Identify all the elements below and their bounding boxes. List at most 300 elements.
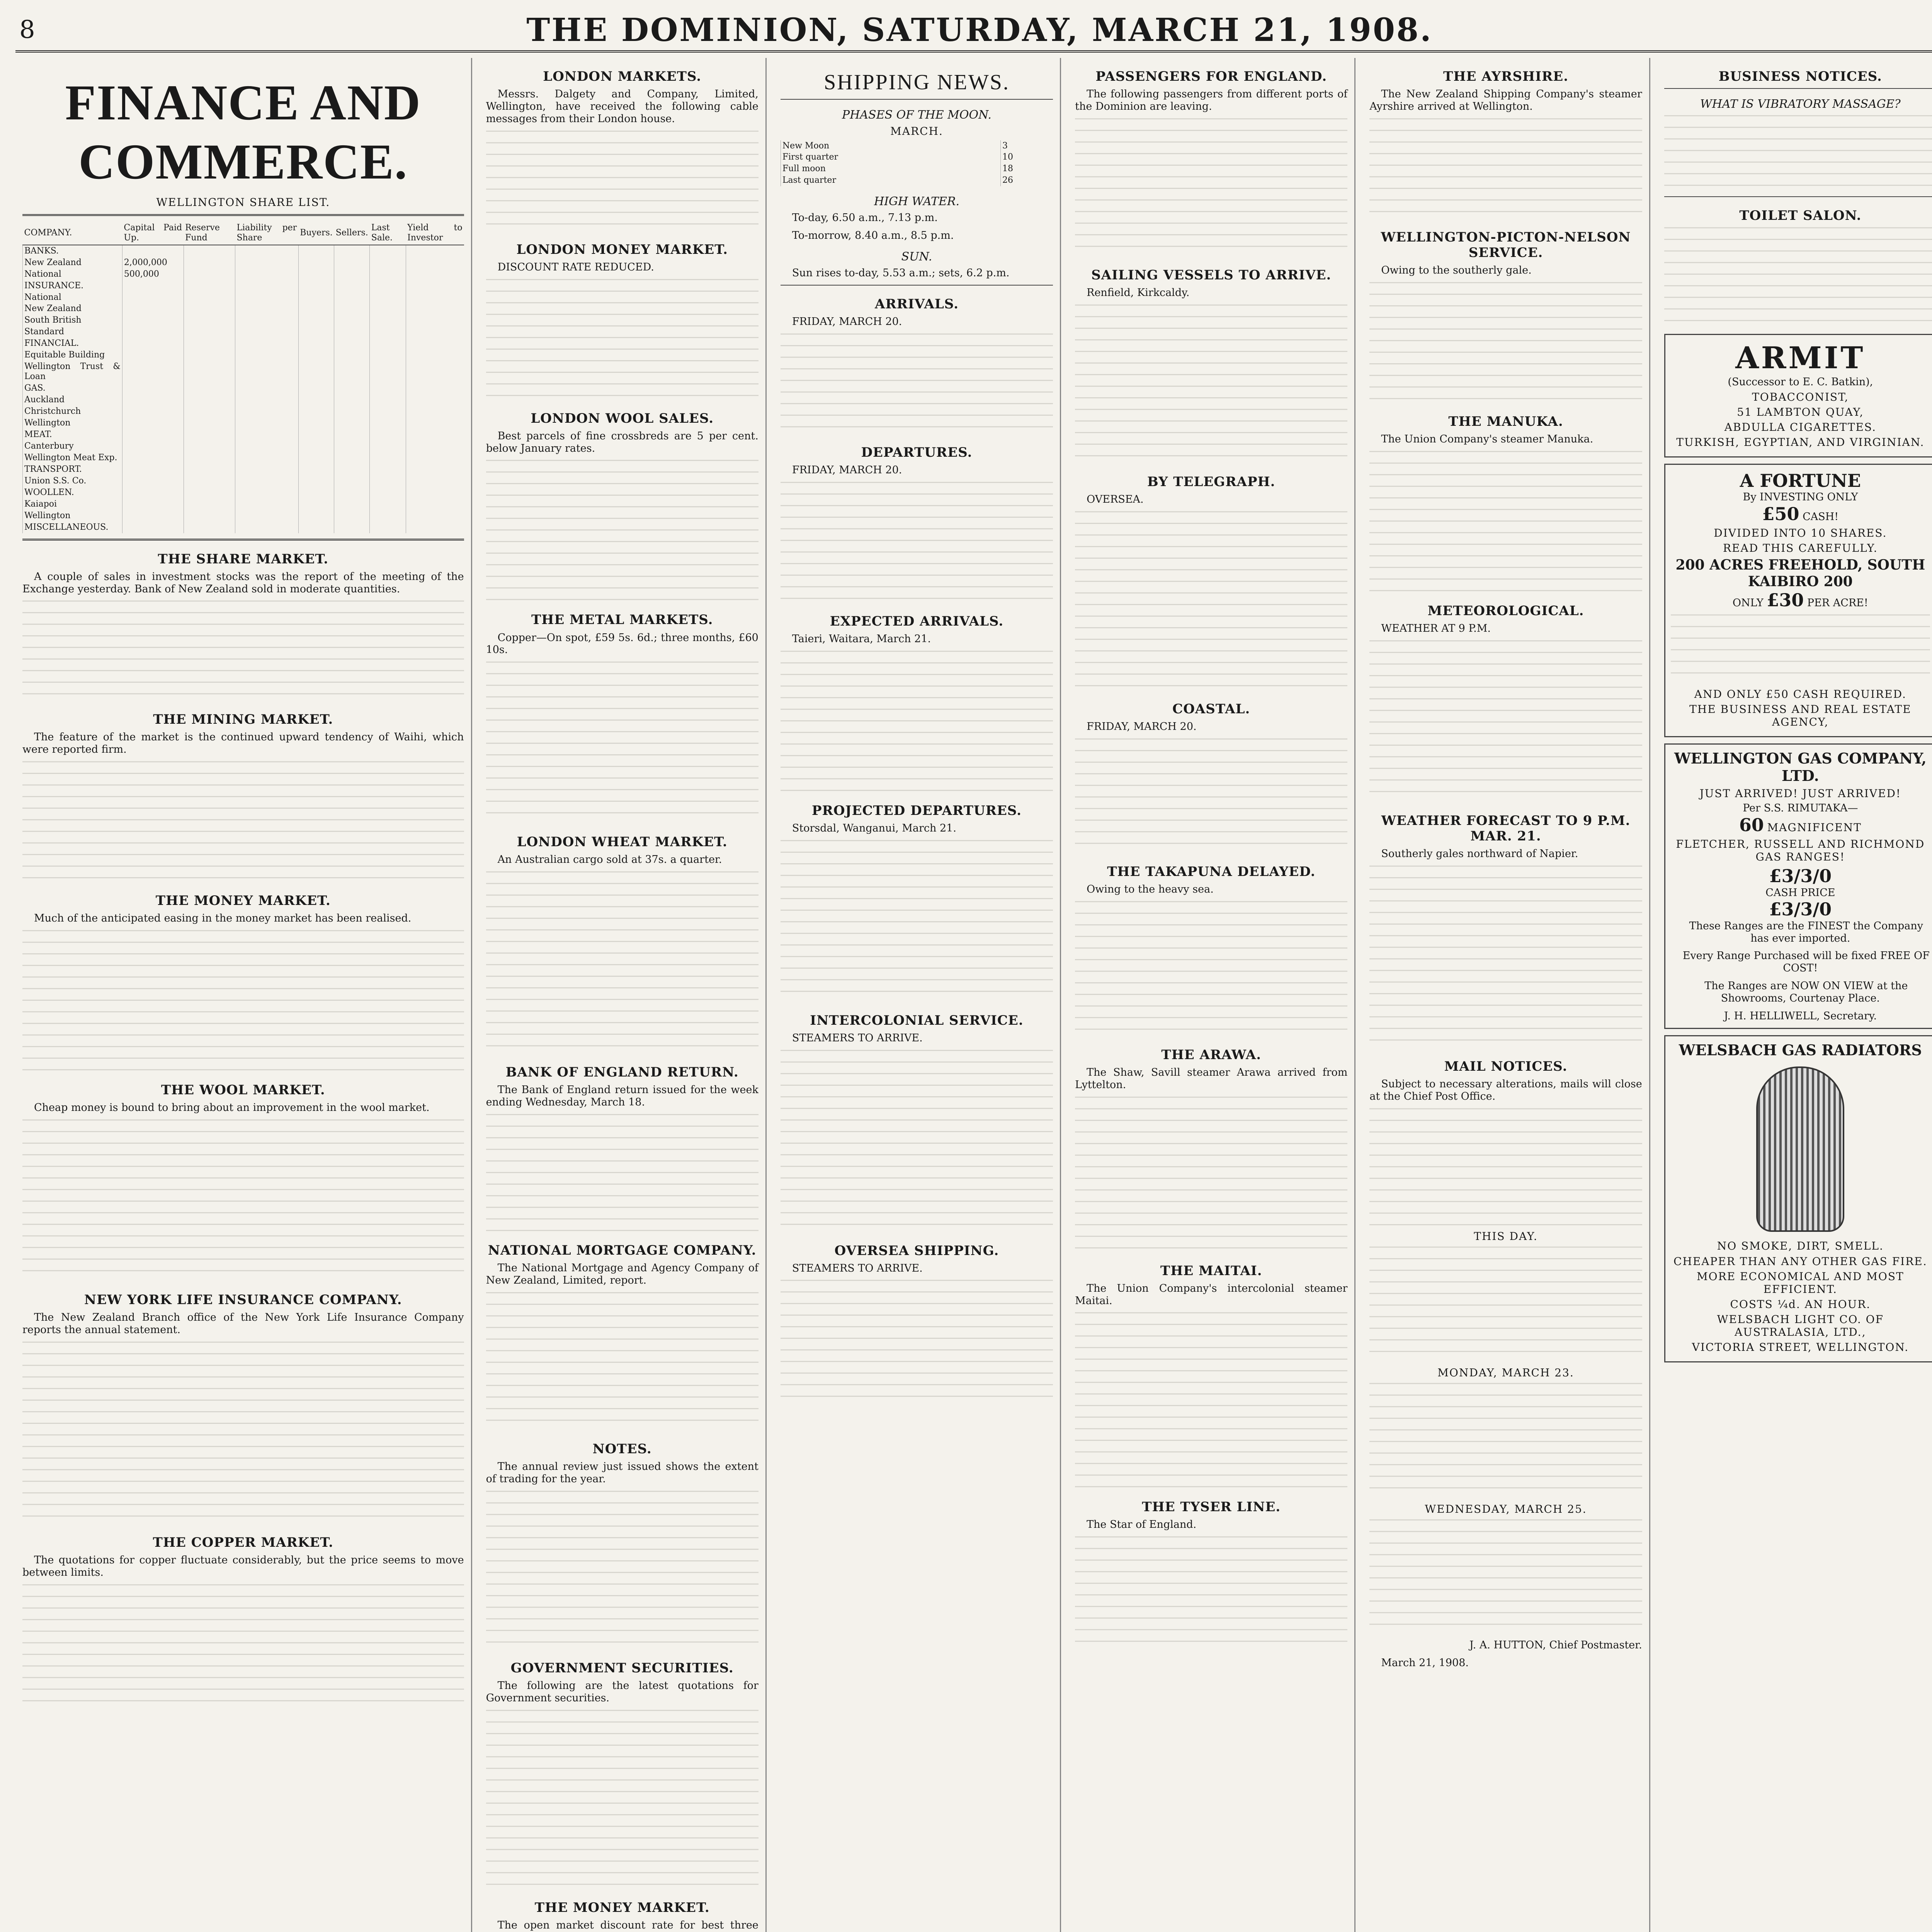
cost-per-hour: COSTS ¼d. AN HOUR. <box>1730 1298 1871 1311</box>
table-cell <box>406 349 464 361</box>
table-row <box>23 292 464 303</box>
moon-row <box>781 163 1053 175</box>
article-title: BANK OF ENGLAND RETURN. <box>505 1065 739 1080</box>
table-cell <box>370 383 406 394</box>
table-cell <box>235 429 298 440</box>
cash-amount: £50 <box>1762 503 1799 524</box>
table-cell <box>406 257 464 269</box>
welsbach-street: VICTORIA STREET, WELLINGTON. <box>1692 1340 1909 1354</box>
welsbach-company: WELSBACH LIGHT CO. OF AUSTRALASIA, LTD., <box>1717 1313 1884 1338</box>
article-body: The quotations for copper fluctuate considerably, but the price seems to move between limits. <box>22 1554 464 1578</box>
table-cell <box>334 292 370 303</box>
article-title: MAIL NOTICES. <box>1444 1058 1568 1074</box>
table-cell <box>184 315 235 326</box>
moon-title: PHASES OF THE MOON. <box>842 108 992 122</box>
markets-column <box>479 58 767 1932</box>
table-cell <box>122 417 184 429</box>
text-block <box>1369 1247 1642 1362</box>
table-cell <box>122 303 184 315</box>
column-header: COMPANY. <box>23 221 122 245</box>
table-cell <box>122 498 184 510</box>
table-cell <box>334 269 370 280</box>
text-block <box>486 279 759 400</box>
text-block <box>486 662 759 823</box>
table-cell <box>298 475 334 487</box>
article-title: THE COPPER MARKET. <box>153 1534 334 1550</box>
table-cell <box>406 394 464 406</box>
table-cell <box>122 361 184 383</box>
table-cell <box>184 349 235 361</box>
cigarettes-label: ABDULLA CIGARETTES. <box>1724 420 1876 434</box>
article-title: INTERCOLONIAL SERVICE. <box>810 1012 1024 1028</box>
text-block <box>1075 738 1347 853</box>
text-block <box>1369 451 1642 592</box>
divider <box>22 539 464 541</box>
article-title: LONDON WHEAT MARKET. <box>517 834 728 850</box>
table-cell: MISCELLANEOUS. <box>23 522 122 533</box>
column-header: Yield to Investor <box>406 221 464 245</box>
moon-row <box>781 140 1053 152</box>
text-block <box>486 131 759 231</box>
text-block <box>1369 866 1642 1048</box>
table-cell: Standard <box>23 326 122 338</box>
welsbach-title: WELSBACH GAS RADIATORS <box>1679 1041 1922 1059</box>
table-cell <box>370 498 406 510</box>
table-cell <box>235 406 298 417</box>
moon-day: 26 <box>1001 175 1053 186</box>
table-cell <box>235 475 298 487</box>
table-cell <box>235 510 298 522</box>
table-row <box>23 245 464 257</box>
ranges-title: FLETCHER, RUSSELL AND RICHMOND GAS RANGES! <box>1676 838 1925 864</box>
table-cell <box>298 361 334 383</box>
share-table <box>22 221 464 533</box>
table-cell <box>122 406 184 417</box>
article-body: Much of the anticipated easing in the money market has been realised. <box>34 912 412 925</box>
table-cell <box>122 429 184 440</box>
table-cell <box>184 522 235 533</box>
article-body: The Union Company's intercolonial steamer Maitai. <box>1075 1282 1348 1307</box>
table-cell <box>122 452 184 464</box>
article-body: The annual review just issued shows the extent of trading for the year. <box>486 1461 759 1485</box>
table-cell <box>298 315 334 326</box>
table-cell <box>406 487 464 498</box>
table-row <box>23 257 464 269</box>
column-header: Sellers. <box>334 221 370 245</box>
table-row <box>23 280 464 292</box>
table-cell <box>406 510 464 522</box>
table-cell <box>406 280 464 292</box>
news-articles <box>1369 69 1642 1226</box>
table-cell <box>298 292 334 303</box>
table-cell <box>122 464 184 475</box>
table-cell <box>370 361 406 383</box>
table-row <box>23 464 464 475</box>
cash-label: CASH! <box>1803 510 1839 523</box>
table-cell <box>406 475 464 487</box>
table-cell: Equitable Building <box>23 349 122 361</box>
table-cell <box>334 440 370 452</box>
article-title: THE MINING MARKET. <box>153 712 333 728</box>
table-cell <box>370 269 406 280</box>
article-title: THE MANUKA. <box>1448 413 1563 429</box>
table-cell <box>298 338 334 349</box>
read-carefully: READ THIS CAREFULLY. <box>1723 542 1878 555</box>
moon-row <box>781 175 1053 186</box>
price-one: £3/3/0 <box>1769 866 1832 887</box>
table-cell <box>298 452 334 464</box>
text-block <box>486 1710 759 1889</box>
fortune-title: A FORTUNE <box>1740 470 1861 491</box>
article-title: EXPECTED ARRIVALS. <box>830 613 1004 629</box>
table-cell <box>406 292 464 303</box>
text-block <box>486 871 759 1054</box>
table-cell <box>235 315 298 326</box>
armit-ad <box>1664 334 1932 457</box>
table-cell <box>406 464 464 475</box>
table-cell <box>406 326 464 338</box>
article-body: WEATHER AT 9 P.M. <box>1381 622 1491 634</box>
text-block <box>781 1280 1053 1398</box>
article-title: DEPARTURES. <box>861 444 973 460</box>
table-cell: Union S.S. Co. <box>23 475 122 487</box>
table-cell <box>235 452 298 464</box>
business-notices-heading: BUSINESS NOTICES. <box>1718 69 1882 84</box>
text-block <box>781 840 1053 1002</box>
article-title: OVERSEA SHIPPING. <box>834 1243 999 1259</box>
table-cell <box>122 475 184 487</box>
table-cell <box>184 245 235 257</box>
divider <box>781 285 1053 286</box>
text-block <box>1369 282 1642 403</box>
table-cell <box>370 464 406 475</box>
table-cell <box>298 464 334 475</box>
table-cell <box>334 245 370 257</box>
article-title: WEATHER FORECAST TO 9 P.M. MAR. 21. <box>1381 813 1631 844</box>
radiator-illustration <box>1756 1066 1844 1232</box>
table-cell <box>370 315 406 326</box>
article-body: OVERSEA. <box>1087 493 1144 505</box>
table-row <box>23 315 464 326</box>
article-body: FRIDAY, MARCH 20. <box>792 315 902 328</box>
table-cell <box>235 464 298 475</box>
table-cell: FINANCIAL. <box>23 338 122 349</box>
table-cell: Canterbury <box>23 440 122 452</box>
article-body: An Australian cargo sold at 37s. a quarter. <box>497 854 722 866</box>
finance-heading: FINANCE AND COMMERCE. <box>65 75 421 190</box>
masthead <box>15 8 1932 53</box>
table-cell <box>334 522 370 533</box>
table-cell <box>370 452 406 464</box>
article-title: METEOROLOGICAL. <box>1427 603 1584 619</box>
table-cell <box>184 417 235 429</box>
share-table-header <box>23 221 464 245</box>
table-cell <box>406 361 464 383</box>
table-cell: INSURANCE. <box>23 280 122 292</box>
table-cell <box>235 245 298 257</box>
table-cell <box>370 303 406 315</box>
article-title: NATIONAL MORTGAGE COMPANY. <box>488 1243 757 1259</box>
table-cell <box>370 429 406 440</box>
column-header: Last Sale. <box>370 221 406 245</box>
text-block <box>486 1491 759 1650</box>
table-cell <box>334 475 370 487</box>
tobacco-types: TURKISH, EGYPTIAN, AND VIRGINIAN. <box>1676 435 1925 449</box>
fortune-ad <box>1664 464 1932 738</box>
table-cell <box>406 315 464 326</box>
table-cell <box>122 292 184 303</box>
table-cell: GAS. <box>23 383 122 394</box>
table-row <box>23 269 464 280</box>
text-block <box>1075 511 1347 690</box>
table-cell: MEAT. <box>23 429 122 440</box>
text-block <box>781 651 1053 792</box>
table-cell <box>122 522 184 533</box>
table-row <box>23 406 464 417</box>
finance-articles <box>22 551 464 1702</box>
table-cell <box>122 487 184 498</box>
article-body: FRIDAY, MARCH 20. <box>1087 720 1197 733</box>
moon-day: 3 <box>1001 140 1053 152</box>
text-block <box>1664 115 1932 192</box>
table-row <box>23 475 464 487</box>
article-body: The following passengers from different ports of the Dominion are leaving. <box>1075 88 1348 112</box>
postmaster-signature: J. A. HUTTON, Chief Postmaster. <box>1469 1639 1642 1651</box>
text-block <box>22 1342 464 1524</box>
divider <box>781 99 1053 100</box>
table-row <box>23 510 464 522</box>
table-cell <box>122 315 184 326</box>
magnificent-label: MAGNIFICENT <box>1767 821 1862 834</box>
table-cell <box>184 510 235 522</box>
table-cell: Christchurch <box>23 406 122 417</box>
moon-month: MARCH. <box>890 125 943 138</box>
agency-name: THE BUSINESS AND REAL ESTATE AGENCY, <box>1689 703 1912 729</box>
economical-label: MORE ECONOMICAL AND MOST EFFICIENT. <box>1696 1270 1904 1296</box>
divider <box>1664 196 1932 197</box>
column-header: Reserve Fund <box>184 221 235 245</box>
article-body: Renfield, Kirkcaldy. <box>1087 286 1190 299</box>
secretary-signature: J. H. HELLIWELL, Secretary. <box>1724 1010 1877 1022</box>
table-cell <box>235 326 298 338</box>
table-cell <box>184 406 235 417</box>
article-body: The open market discount rate for best three <box>497 1919 759 1931</box>
mail-day: WEDNESDAY, MARCH 25. <box>1425 1502 1587 1515</box>
price-two: £3/3/0 <box>1769 899 1832 920</box>
table-row <box>23 326 464 338</box>
table-cell <box>334 406 370 417</box>
article-title: SAILING VESSELS TO ARRIVE. <box>1091 267 1332 283</box>
table-row <box>23 498 464 510</box>
table-cell <box>298 429 334 440</box>
divider <box>22 214 464 216</box>
high-water-list <box>781 212 1053 242</box>
armit-name: ARMIT <box>1735 340 1866 376</box>
table-cell: Wellington Trust & Loan <box>23 361 122 383</box>
page-number: 8 <box>19 15 35 44</box>
table-cell: Wellington Meat Exp. <box>23 452 122 464</box>
table-cell <box>298 245 334 257</box>
moon-table <box>781 140 1053 187</box>
table-cell <box>370 245 406 257</box>
table-cell: Wellington <box>23 510 122 522</box>
table-cell <box>298 269 334 280</box>
table-cell <box>184 280 235 292</box>
table-cell <box>406 338 464 349</box>
table-cell <box>235 487 298 498</box>
table-cell: South British <box>23 315 122 326</box>
table-cell <box>406 245 464 257</box>
table-cell <box>406 417 464 429</box>
table-cell <box>235 257 298 269</box>
table-cell <box>298 522 334 533</box>
finance-column <box>15 58 472 1932</box>
text-block <box>1075 1312 1347 1488</box>
article-body: The Shaw, Savill steamer Arawa arrived from Lyttelton. <box>1075 1066 1348 1091</box>
article-title: NEW YORK LIFE INSURANCE COMPANY. <box>84 1292 402 1308</box>
article-body: DISCOUNT RATE REDUCED. <box>497 261 654 273</box>
table-cell <box>334 464 370 475</box>
table-cell <box>298 383 334 394</box>
shipping-column <box>774 58 1061 1932</box>
article-body: The Star of England. <box>1087 1519 1197 1531</box>
table-cell <box>370 487 406 498</box>
article-title: THE MONEY MARKET. <box>155 893 331 909</box>
table-cell <box>370 326 406 338</box>
table-cell <box>370 338 406 349</box>
newspaper-title: THE DOMINION, SATURDAY, MARCH 21, 1908. <box>526 12 1433 49</box>
cheaper-label: CHEAPER THAN ANY OTHER GAS FIRE. <box>1673 1255 1927 1268</box>
table-cell <box>406 522 464 533</box>
table-cell <box>298 349 334 361</box>
table-row <box>23 394 464 406</box>
table-cell <box>235 303 298 315</box>
cash-required: AND ONLY £50 CASH REQUIRED. <box>1694 688 1906 701</box>
article-title: WELLINGTON-PICTON-NELSON SERVICE. <box>1381 229 1631 260</box>
article-body: Owing to the southerly gale. <box>1381 264 1532 277</box>
table-cell <box>235 498 298 510</box>
mail-day: THIS DAY. <box>1474 1230 1538 1243</box>
table-cell <box>370 417 406 429</box>
text-block <box>1075 304 1347 463</box>
table-cell: 2,000,000 <box>122 257 184 269</box>
table-cell <box>334 429 370 440</box>
page-columns <box>15 58 1932 1932</box>
article-body: STEAMERS TO ARRIVE. <box>792 1032 923 1044</box>
text-block <box>486 1292 759 1430</box>
ranges-fixed: Every Range Purchased will be fixed FREE OF COST! <box>1682 950 1930 975</box>
table-cell <box>334 361 370 383</box>
table-cell <box>406 303 464 315</box>
table-cell <box>235 361 298 383</box>
moon-phase: Full moon <box>781 163 1000 175</box>
table-cell <box>298 510 334 522</box>
per-acre-label: PER ACRE! <box>1807 597 1868 609</box>
text-block <box>1369 640 1642 802</box>
table-cell <box>122 326 184 338</box>
table-cell <box>184 452 235 464</box>
table-cell <box>184 464 235 475</box>
table-cell <box>334 257 370 269</box>
article-body: Taieri, Waitara, March 21. <box>792 633 931 645</box>
table-cell <box>334 280 370 292</box>
text-block <box>22 930 464 1071</box>
table-cell <box>370 292 406 303</box>
article-title: LONDON MARKETS. <box>543 69 702 84</box>
table-cell <box>235 417 298 429</box>
sun-times: Sun rises to-day, 5.53 a.m.; sets, 6.2 p.m. <box>792 267 1010 279</box>
table-row <box>23 522 464 533</box>
table-cell: New Zealand <box>23 257 122 269</box>
table-row <box>23 487 464 498</box>
ranges-finest: These Ranges are the FINEST the Company has ever imported. <box>1689 920 1923 944</box>
text-block <box>1075 1536 1347 1648</box>
table-cell: Kaiapoi <box>23 498 122 510</box>
table-cell <box>334 349 370 361</box>
column-header: Liability per Share <box>235 221 298 245</box>
table-cell <box>334 303 370 315</box>
table-cell: WOOLLEN. <box>23 487 122 498</box>
ranges-view: The Ranges are NOW ON VIEW at the Showrooms, Courtenay Place. <box>1704 980 1908 1004</box>
table-cell <box>184 292 235 303</box>
table-cell <box>406 269 464 280</box>
table-row <box>23 303 464 315</box>
article-title: PASSENGERS FOR ENGLAND. <box>1095 69 1327 84</box>
table-cell <box>184 394 235 406</box>
table-cell <box>370 522 406 533</box>
only-label: ONLY <box>1732 597 1764 609</box>
table-cell <box>122 280 184 292</box>
article-title: THE AYRSHIRE. <box>1443 69 1569 84</box>
table-cell <box>406 498 464 510</box>
table-cell <box>334 394 370 406</box>
table-cell <box>334 487 370 498</box>
article-body: The National Mortgage and Agency Company of New Zealand, Limited, report. <box>486 1262 759 1287</box>
table-cell <box>298 487 334 498</box>
article-body: The New Zealand Branch office of the New York Life Insurance Company reports the annual statement. <box>22 1311 464 1336</box>
text-block <box>1671 614 1930 684</box>
table-cell <box>334 498 370 510</box>
table-cell <box>298 498 334 510</box>
article-title: THE ARAWA. <box>1161 1047 1262 1063</box>
high-water-title: HIGH WATER. <box>874 195 960 209</box>
text-block <box>781 1050 1053 1232</box>
table-cell <box>122 440 184 452</box>
table-cell: National <box>23 292 122 303</box>
table-cell <box>235 349 298 361</box>
table-cell <box>298 406 334 417</box>
table-cell <box>298 417 334 429</box>
table-cell <box>122 383 184 394</box>
article-body: Copper—On spot, £59 5s. 6d.; three months, £60 10s. <box>486 631 759 656</box>
mail-date: March 21, 1908. <box>1381 1656 1469 1669</box>
table-cell <box>235 383 298 394</box>
moon-phase: New Moon <box>781 140 1000 152</box>
text-block <box>22 600 464 701</box>
cash-price-label: CASH PRICE <box>1765 886 1835 899</box>
article-body: STEAMERS TO ARRIVE. <box>792 1262 923 1274</box>
tobacconist-label: TOBACCONIST, <box>1752 390 1849 403</box>
table-cell <box>235 394 298 406</box>
table-cell <box>235 280 298 292</box>
sun-title: SUN. <box>901 250 932 264</box>
article-body: The Union Company's steamer Manuka. <box>1381 433 1594 446</box>
article-title: THE METAL MARKETS. <box>531 612 713 628</box>
article-body: Subject to necessary alterations, mails will close at the Chief Post Office. <box>1369 1078 1642 1102</box>
table-row <box>23 361 464 383</box>
moon-phase: Last quarter <box>781 175 1000 186</box>
article-title: THE WOOL MARKET. <box>161 1082 325 1098</box>
